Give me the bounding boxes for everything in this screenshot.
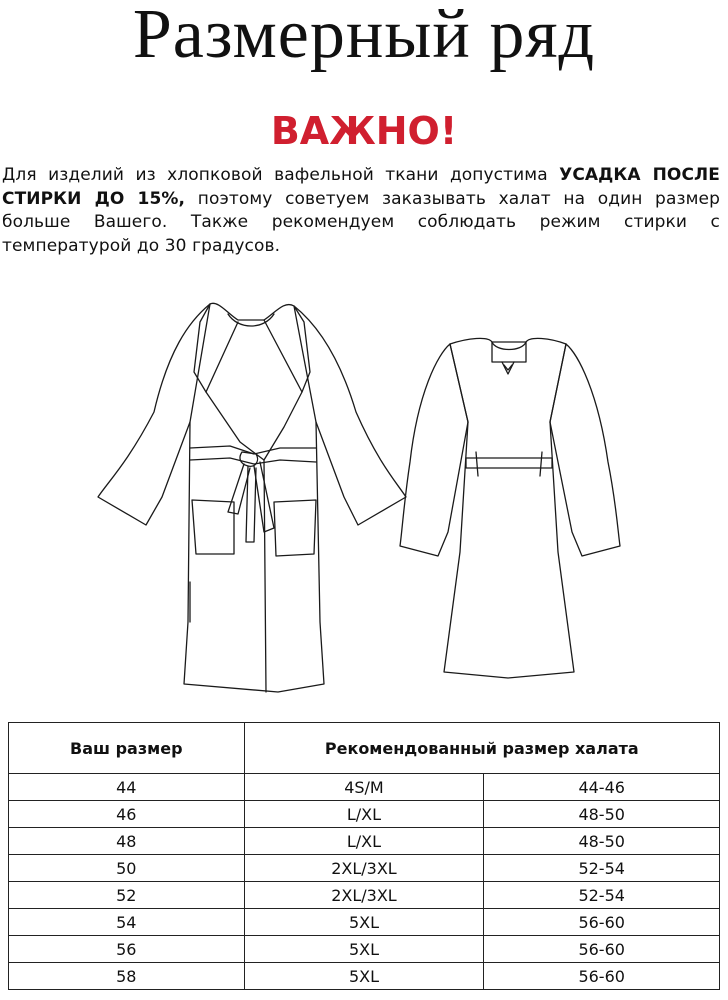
size-range-cell: 56-60 — [484, 963, 720, 990]
your-size-cell: 44 — [9, 774, 245, 801]
size-range-cell: 48-50 — [484, 828, 720, 855]
your-size-cell: 50 — [9, 855, 245, 882]
your-size-cell: 48 — [9, 828, 245, 855]
letter-size-cell: 5XL — [244, 909, 484, 936]
table-row — [9, 882, 720, 909]
your-size-cell: 58 — [9, 963, 245, 990]
header-your-size: Ваш размер — [9, 723, 245, 774]
size-range-cell: 52-54 — [484, 882, 720, 909]
letter-size-cell: L/XL — [244, 801, 484, 828]
robe-illustration — [88, 292, 633, 704]
care-note — [2, 164, 720, 258]
table-row — [9, 963, 720, 990]
letter-size-cell: 2XL/3XL — [244, 855, 484, 882]
care-note-shrinkage: УСАДКА ПОСЛЕ СТИРКИ ДО 15%, — [2, 165, 720, 209]
size-range-cell: 52-54 — [484, 855, 720, 882]
your-size-cell: 54 — [9, 909, 245, 936]
your-size-cell: 46 — [9, 801, 245, 828]
header-recommended-size: Рекомендованный размер халата — [244, 723, 719, 774]
letter-size-cell: 4S/M — [244, 774, 484, 801]
letter-size-cell: 5XL — [244, 963, 484, 990]
letter-size-cell: L/XL — [244, 828, 484, 855]
care-note-text-2: поэтому советуем заказывать халат на один размер больше Вашего. Также рекомендуем соблюдать режим стирки с температурой до 30 градусов. — [2, 188, 720, 256]
table-row — [9, 936, 720, 963]
your-size-cell: 56 — [9, 936, 245, 963]
size-range-cell: 44-46 — [484, 774, 720, 801]
size-table-header — [9, 723, 720, 774]
size-range-cell: 48-50 — [484, 801, 720, 828]
robe-front-drawing — [98, 303, 406, 692]
table-row — [9, 909, 720, 936]
size-range-cell: 56-60 — [484, 909, 720, 936]
robe-back-drawing — [400, 338, 620, 678]
size-table — [8, 722, 720, 990]
table-row — [9, 828, 720, 855]
care-note-text-1: Для изделий из хлопковой вафельной ткани допустима — [2, 165, 560, 185]
important-heading: ВАЖНО! — [270, 109, 458, 153]
letter-size-cell: 5XL — [244, 936, 484, 963]
letter-size-cell: 2XL/3XL — [244, 882, 484, 909]
table-row — [9, 855, 720, 882]
your-size-cell: 52 — [9, 882, 245, 909]
table-row — [9, 774, 720, 801]
page-title: Размерный ряд — [132, 0, 596, 73]
size-range-cell: 56-60 — [484, 936, 720, 963]
table-row — [9, 801, 720, 828]
